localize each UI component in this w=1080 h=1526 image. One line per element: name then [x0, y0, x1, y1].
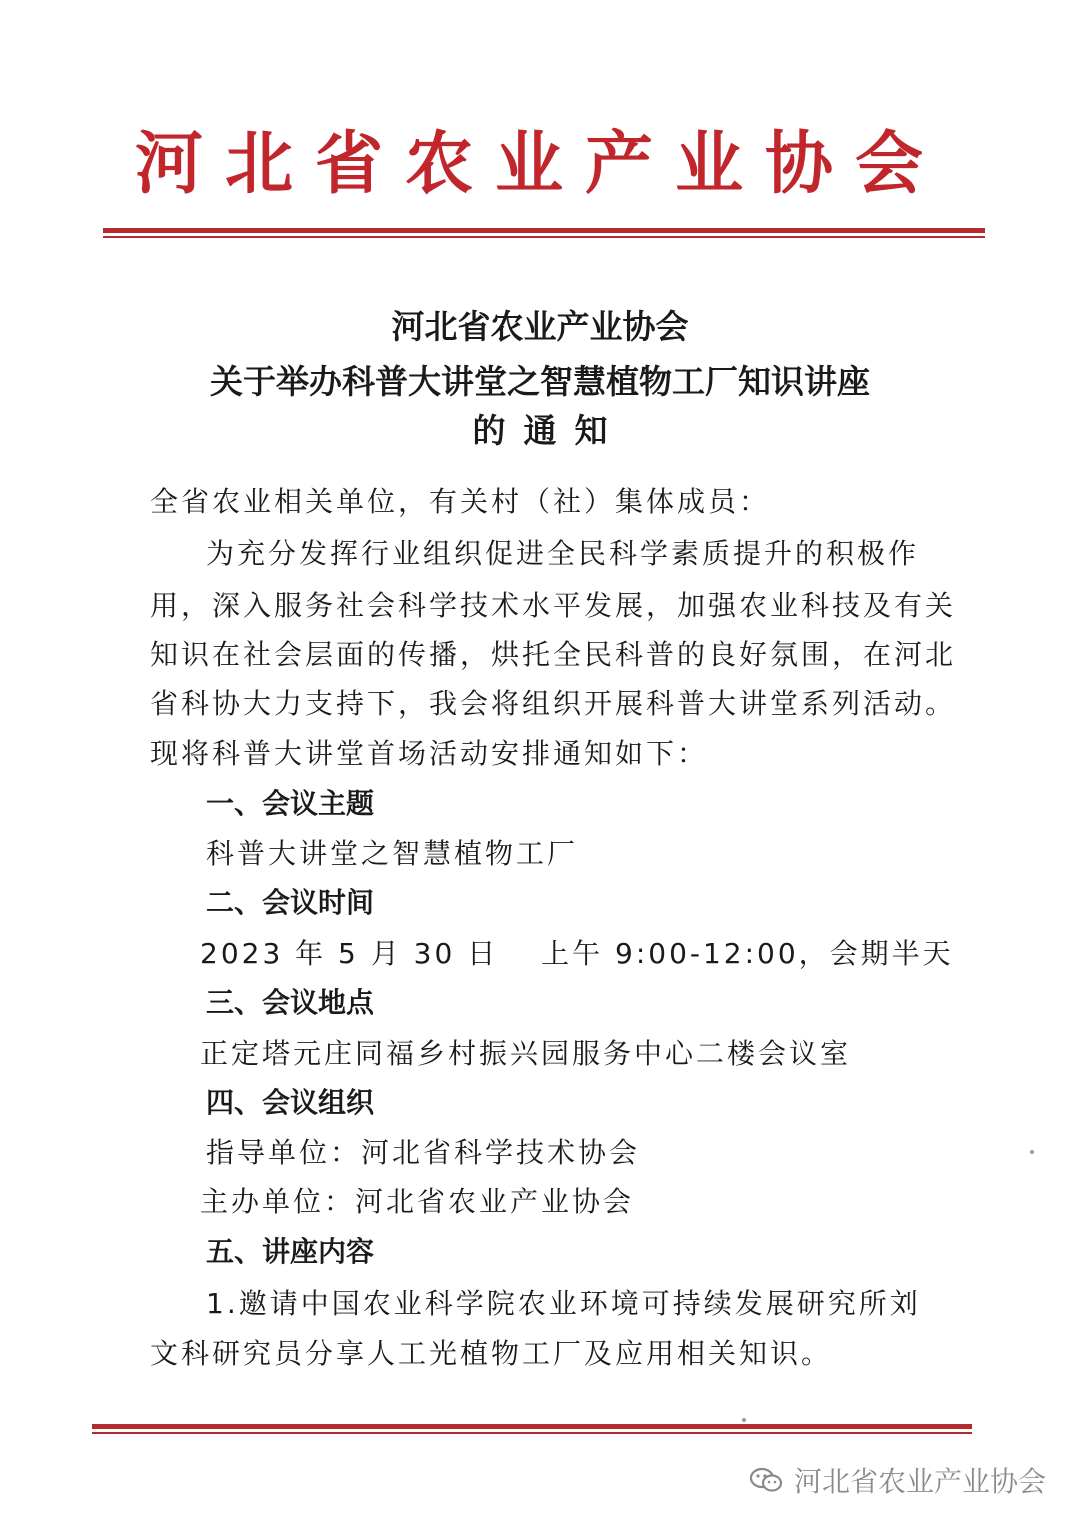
footer-rule-thin: [92, 1432, 972, 1434]
section-heading-topic: 一、会议主题: [206, 787, 375, 820]
paragraph-line: 知识在社会层面的传播，烘托全民科普的良好氛围，在河北: [150, 638, 957, 671]
salutation: 全省农业相关单位，有关村（社）集体成员：: [150, 485, 771, 518]
section-host-unit: 主办单位：河北省农业产业协会: [200, 1185, 635, 1218]
watermark: [748, 1460, 1046, 1500]
title-line-2: 关于举办科普大讲堂之智慧植物工厂知识讲座: [210, 362, 870, 401]
title-line-1: 河北省农业产业协会: [391, 307, 689, 346]
letterhead-rule-thick: [103, 228, 985, 233]
section-guiding-unit: 指导单位：河北省科学技术协会: [206, 1136, 641, 1169]
paragraph-line: 用，深入服务社会科学技术水平发展，加强农业科技及有关: [150, 589, 957, 622]
wechat-official-account-icon: [748, 1465, 784, 1495]
title-line-3: 的通知: [472, 411, 626, 450]
paragraph-line: 为充分发挥行业组织促进全民科学素质提升的积极作: [206, 537, 920, 570]
scan-speck: [1030, 1150, 1034, 1154]
paragraph-line: 现将科普大讲堂首场活动安排通知如下：: [150, 737, 709, 770]
letterhead-rule-thin: [103, 236, 985, 238]
section-heading-organization: 四、会议组织: [206, 1086, 375, 1119]
section-topic-text: 科普大讲堂之智慧植物工厂: [206, 837, 579, 870]
section-content-line: 1.邀请中国农业科学院农业环境可持续发展研究所刘: [206, 1287, 921, 1320]
section-content-line: 文科研究员分享人工光植物工厂及应用相关知识。: [150, 1337, 833, 1370]
section-heading-time: 二、会议时间: [206, 886, 375, 919]
section-heading-location: 三、会议地点: [206, 986, 375, 1019]
scan-speck: [742, 1418, 746, 1422]
section-location-text: 正定塔元庄同福乡村振兴园服务中心二楼会议室: [200, 1037, 852, 1070]
footer-rule-thick: [92, 1424, 972, 1429]
watermark-text: 河北省农业产业协会: [793, 1465, 1046, 1498]
letterhead: 河北省农业产业协会: [134, 124, 945, 204]
section-heading-content: 五、讲座内容: [206, 1235, 375, 1268]
section-time-text: 2023 年 5 月 30 日 上午 9:00-12:00，会期半天: [200, 937, 954, 970]
paragraph-line: 省科协大力支持下，我会将组织开展科普大讲堂系列活动。: [150, 687, 957, 720]
